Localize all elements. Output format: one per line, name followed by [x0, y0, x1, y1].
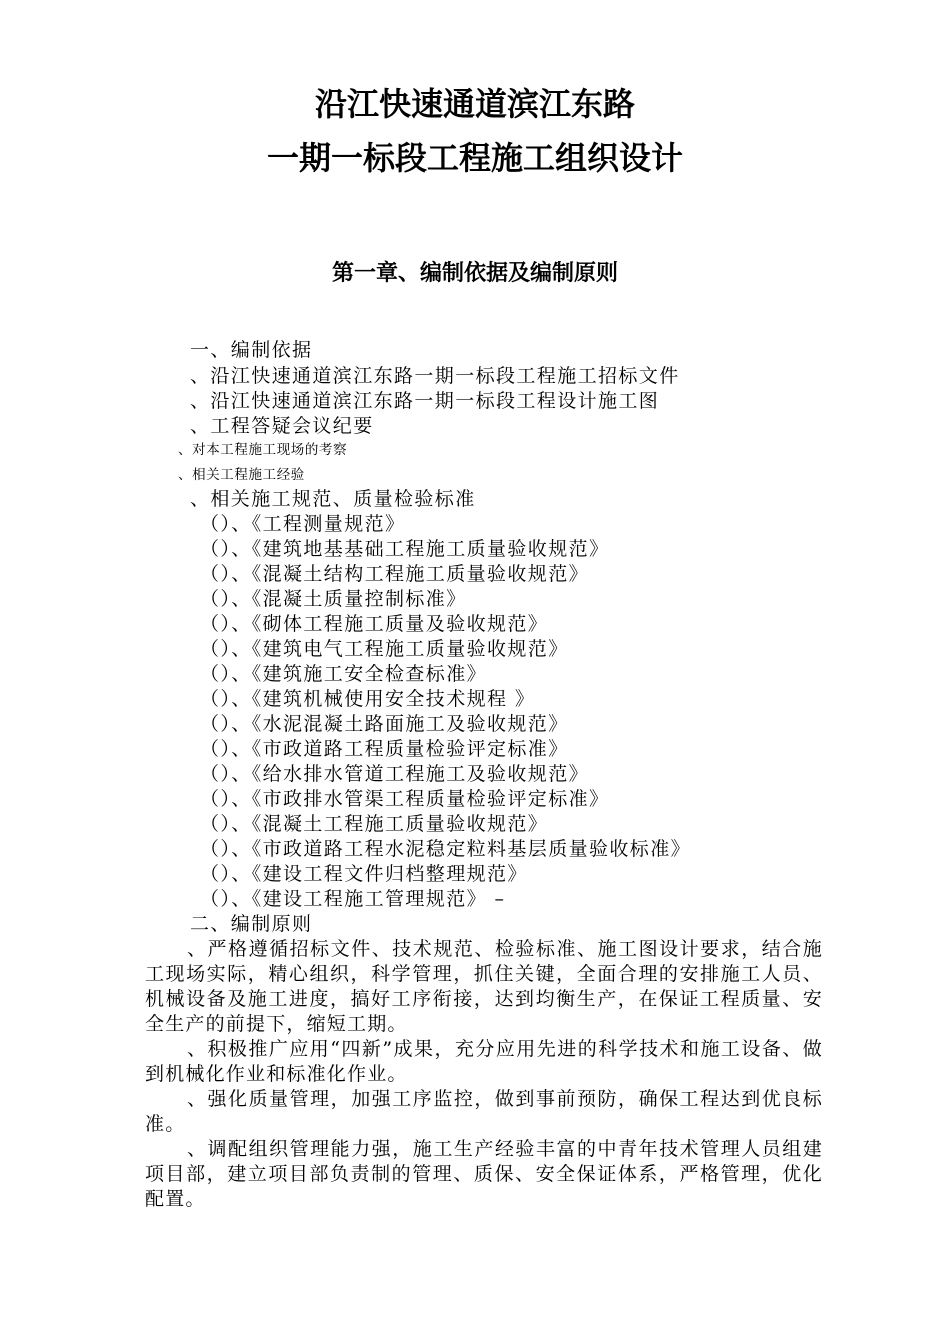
- standard-item: （）、《市政道路工程质量检验评定标准》: [200, 738, 569, 760]
- basis-item: 、相关施工规范、质量检验标准: [190, 488, 476, 510]
- principle-paragraph: 、严格遵循招标文件、技术规范、检验标准、施工图设计要求，结合施工现场实际，精心组织，科学管理，抓住关键，全面合理的安排施工人员、机械设备及施工进度，搞好工序衔接，达到均衡生产，在保证工程质量、安全生产的前提下，缩短工期。: [145, 938, 823, 1035]
- standard-item: （）、《建筑电气工程施工质量验收规范》: [200, 638, 569, 660]
- section-heading-principles: 二、编制原则: [190, 913, 313, 935]
- standard-item: （）、《建设工程施工管理规范》 –: [200, 888, 506, 910]
- standard-item: （）、《市政道路工程水泥稳定粒料基层质量验收标准》: [200, 838, 692, 860]
- standard-item: （）、《给水排水管道工程施工及验收规范》: [200, 763, 590, 785]
- document-title-line-1: 沿江快速通道滨江东路: [314, 85, 635, 123]
- standard-item: （）、《建筑机械使用安全技术规程 》: [200, 688, 536, 710]
- principle-paragraph: 、积极推广应用“四新”成果，充分应用先进的科学技术和施工设备、做到机械化作业和标准化作业。: [145, 1038, 823, 1085]
- principle-paragraph: 、调配组织管理能力强，施工生产经验丰富的中青年技术管理人员组建项目部，建立项目部负责制的管理、质保、安全保证体系，严格管理，优化配置。: [145, 1138, 823, 1210]
- standard-item: （）、《混凝土工程施工质量验收规范》: [200, 813, 549, 835]
- section-heading-basis: 一、编制依据: [190, 339, 313, 361]
- standard-item: （）、《水泥混凝土路面施工及验收规范》: [200, 713, 569, 735]
- basis-item: 、相关工程施工经验: [178, 467, 305, 483]
- document-title-line-2: 一期一标段工程施工组织设计: [266, 139, 683, 177]
- standard-item: （）、《工程测量规范》: [200, 513, 406, 535]
- basis-item: 、对本工程施工现场的考察: [178, 442, 348, 458]
- basis-item: 、沿江快速通道滨江东路一期一标段工程设计施工图: [190, 390, 660, 412]
- basis-item: 、工程答疑会议纪要: [190, 415, 374, 437]
- standard-item: （）、《建筑施工安全检查标准》: [200, 663, 488, 685]
- standard-item: （）、《市政排水管渠工程质量检验评定标准》: [200, 788, 610, 810]
- principle-paragraph: 、强化质量管理，加强工序监控，做到事前预防，确保工程达到优良标准。: [145, 1088, 823, 1135]
- basis-item: 、沿江快速通道滨江东路一期一标段工程施工招标文件: [190, 365, 680, 387]
- standard-item: （）、《混凝土结构工程施工质量验收规范》: [200, 563, 590, 585]
- standard-item: （）、《砌体工程施工质量及验收规范》: [200, 613, 549, 635]
- chapter-title: 第一章、编制依据及编制原则: [331, 261, 618, 286]
- standard-item: （）、《混凝土质量控制标准》: [200, 588, 467, 610]
- standard-item: （）、《建设工程文件归档整理规范》: [200, 863, 528, 885]
- standard-item: （）、《建筑地基基础工程施工质量验收规范》: [200, 538, 610, 560]
